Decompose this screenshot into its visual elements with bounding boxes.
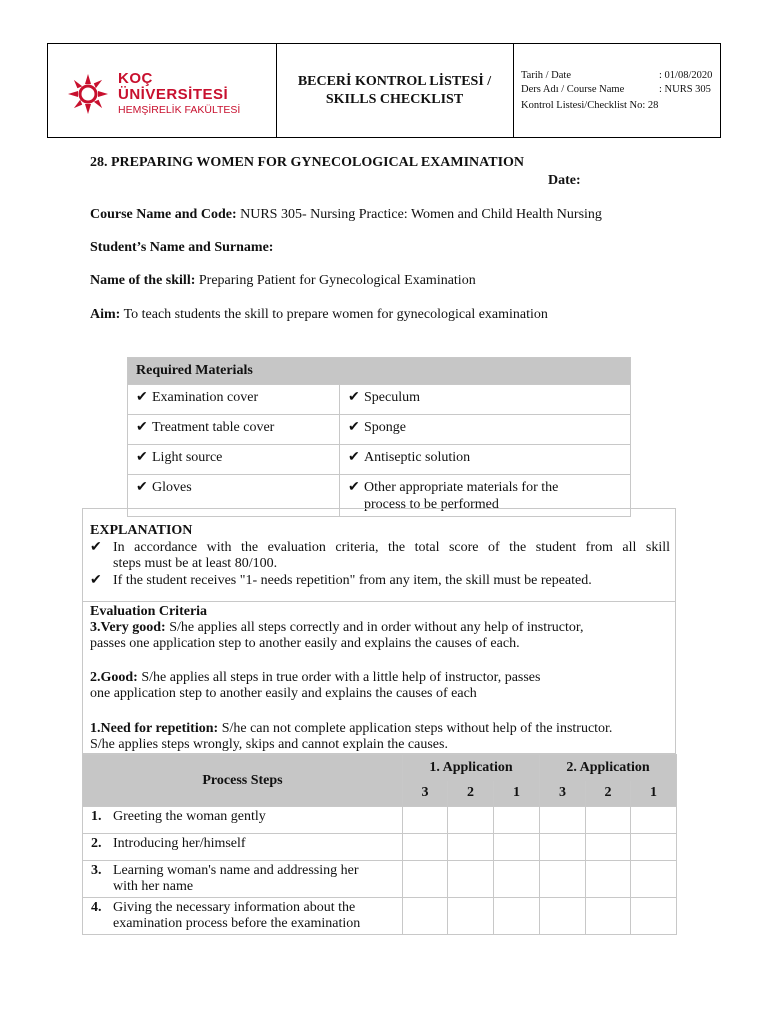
skill-label: Name of the skill: [90, 273, 196, 288]
application-2-header: 2. Application [540, 755, 677, 781]
score-cell[interactable] [494, 807, 540, 834]
bullet-text-line1: In accordance with the evaluation criteria, the total score of the student from all skill [113, 540, 670, 555]
criteria-label: 3.Very good: [90, 620, 166, 635]
checklist-title-cell [276, 44, 514, 137]
checkmark-icon: ✔ [348, 450, 360, 465]
materials-table [127, 357, 631, 517]
checkmark-icon: ✔ [90, 540, 102, 555]
meta-course-row [521, 83, 711, 97]
score-cell[interactable] [631, 807, 677, 834]
checkmark-icon: ✔ [136, 450, 148, 465]
score-header: 3 [540, 781, 586, 807]
checkmark-icon: ✔ [136, 420, 148, 435]
process-header-row [83, 755, 677, 781]
course-line [90, 207, 602, 223]
materials-heading: Required Materials [128, 358, 631, 385]
score-header: 1 [631, 781, 677, 807]
process-step [83, 807, 403, 834]
aim-label: Aim: [90, 307, 121, 322]
step-text: Giving the necessary information about the [113, 900, 356, 915]
criteria-text: S/he applies all steps correctly and in order without any help of instructor, [165, 620, 584, 635]
logo-emblem-icon [64, 70, 112, 118]
document-header [47, 43, 721, 138]
criteria-label: 1.Need for repetition: [90, 721, 219, 736]
course-value: NURS 305- Nursing Practice: Women and Child Health Nursing [236, 207, 602, 222]
checklist-title-line1: BECERİ KONTROL LİSTESİ / [297, 73, 492, 89]
step-text: Introducing her/himself [113, 836, 246, 851]
meta-checklist-row [521, 99, 658, 113]
material-item [128, 385, 340, 415]
bullet-text-line2: steps must be at least 80/100. [113, 556, 278, 571]
material-label: Antiseptic solution [364, 450, 471, 465]
score-cell[interactable] [586, 898, 631, 935]
score-cell[interactable] [540, 898, 586, 935]
material-label: Light source [152, 450, 223, 465]
score-cell[interactable] [586, 861, 631, 898]
checklist-title-line2: SKILLS CHECKLIST [325, 91, 464, 107]
checkmark-icon: ✔ [136, 390, 148, 405]
material-label: Gloves [152, 480, 192, 495]
score-header: 1 [494, 781, 540, 807]
score-cell[interactable] [403, 898, 448, 935]
meta-course-value: : NURS 305 [659, 84, 711, 95]
criteria-heading: Evaluation Criteria [90, 604, 208, 619]
materials-row [128, 415, 631, 445]
process-step-row [83, 807, 677, 834]
step-number: 1. [91, 809, 102, 824]
process-step-row [83, 834, 677, 861]
student-label: Student’s Name and Surname: [90, 240, 274, 255]
score-cell[interactable] [448, 834, 494, 861]
score-cell[interactable] [540, 834, 586, 861]
course-label: Course Name and Code: [90, 207, 237, 222]
process-step [83, 834, 403, 861]
material-label: Examination cover [152, 390, 259, 405]
score-cell[interactable] [586, 834, 631, 861]
criteria-text: S/he applies all steps in true order with a little help of instructor, passes [137, 670, 541, 685]
process-steps-header: Process Steps [83, 755, 403, 807]
application-1-header: 1. Application [403, 755, 540, 781]
aim-line [90, 307, 548, 323]
explanation-bullet-1 [90, 540, 670, 572]
score-cell[interactable] [448, 898, 494, 935]
process-steps-table [82, 754, 677, 935]
skill-line [90, 273, 476, 289]
divider [83, 601, 675, 602]
criteria-text-cont: S/he applies steps wrongly, skips and cannot explain the causes. [90, 737, 448, 752]
score-header: 2 [586, 781, 631, 807]
score-cell[interactable] [540, 807, 586, 834]
process-step [83, 861, 403, 898]
logo-text-faculty: HEMŞİRELİK FAKÜLTESİ [118, 104, 241, 116]
logo-text-universitesi: ÜNİVERSİTESİ [118, 86, 229, 103]
score-cell[interactable] [631, 834, 677, 861]
material-item [128, 445, 340, 475]
explanation-bullet-2 [90, 573, 670, 589]
criteria-very-good [90, 620, 583, 652]
checkmark-icon: ✔ [348, 420, 360, 435]
score-cell[interactable] [494, 834, 540, 861]
logo-cell [48, 44, 277, 137]
process-step-row [83, 898, 677, 935]
bullet-text: If the student receives "1- needs repetition" from any item, the skill must be repeated. [113, 573, 592, 588]
material-item [340, 385, 631, 415]
score-cell[interactable] [494, 898, 540, 935]
checkmark-icon: ✔ [348, 390, 360, 405]
criteria-label: 2.Good: [90, 670, 138, 685]
step-text: Learning woman's name and addressing her [113, 863, 359, 878]
material-label-cont: process to be performed [364, 497, 499, 512]
meta-course-label: Ders Adı / Course Name [521, 84, 625, 95]
materials-row [128, 445, 631, 475]
page-title: 28. PREPARING WOMEN FOR GYNECOLOGICAL EXAMINATION [90, 155, 525, 170]
step-number: 3. [91, 863, 102, 878]
aim-value: To teach students the skill to prepare women for gynecological examination [120, 307, 548, 322]
checkmark-icon: ✔ [90, 573, 102, 588]
score-cell[interactable] [403, 861, 448, 898]
step-text-cont: with her name [113, 879, 194, 894]
score-cell[interactable] [448, 861, 494, 898]
material-item [340, 415, 631, 445]
criteria-text-cont: passes one application step to another easily and explains the causes of each. [90, 636, 520, 651]
skill-value: Preparing Patient for Gynecological Examination [195, 273, 476, 288]
score-cell[interactable] [586, 807, 631, 834]
date-label: Date: [548, 173, 581, 188]
checkmark-icon: ✔ [348, 480, 360, 495]
meta-date-value: : 01/08/2020 [659, 70, 713, 81]
student-line [90, 240, 273, 256]
criteria-good [90, 670, 540, 702]
score-header: 2 [448, 781, 494, 807]
explanation-heading: EXPLANATION [90, 523, 193, 538]
material-item [128, 415, 340, 445]
meta-checklist-label: Kontrol Listesi/Checklist No: 28 [521, 100, 659, 111]
materials-row [128, 385, 631, 415]
logo-text-koc: KOÇ [118, 70, 153, 87]
score-cell[interactable] [631, 898, 677, 935]
material-label: Treatment table cover [152, 420, 275, 435]
criteria-need-repetition [90, 721, 612, 753]
process-step [83, 898, 403, 935]
step-text-cont: examination process before the examination [113, 916, 361, 931]
criteria-text-cont: one application step to another easily and explains the causes of each [90, 686, 477, 701]
score-cell[interactable] [403, 834, 448, 861]
meta-cell [513, 44, 720, 137]
checkmark-icon: ✔ [136, 480, 148, 495]
materials-header-row [128, 358, 631, 385]
process-step-row [83, 861, 677, 898]
meta-date-label: Tarih / Date [521, 70, 571, 81]
score-cell[interactable] [403, 807, 448, 834]
step-number: 4. [91, 900, 102, 915]
criteria-text: S/he can not complete application steps without help of the instructor. [218, 721, 613, 736]
material-label: Other appropriate materials for the [364, 480, 559, 495]
score-header: 3 [403, 781, 448, 807]
score-cell[interactable] [494, 861, 540, 898]
material-item [340, 445, 631, 475]
meta-date-row [521, 69, 713, 83]
explanation-box [82, 508, 676, 754]
material-label: Speculum [364, 390, 420, 405]
score-cell[interactable] [448, 807, 494, 834]
score-cell[interactable] [540, 861, 586, 898]
material-label: Sponge [364, 420, 406, 435]
step-number: 2. [91, 836, 102, 851]
university-logo [64, 68, 264, 120]
step-text: Greeting the woman gently [113, 809, 266, 824]
score-cell[interactable] [631, 861, 677, 898]
